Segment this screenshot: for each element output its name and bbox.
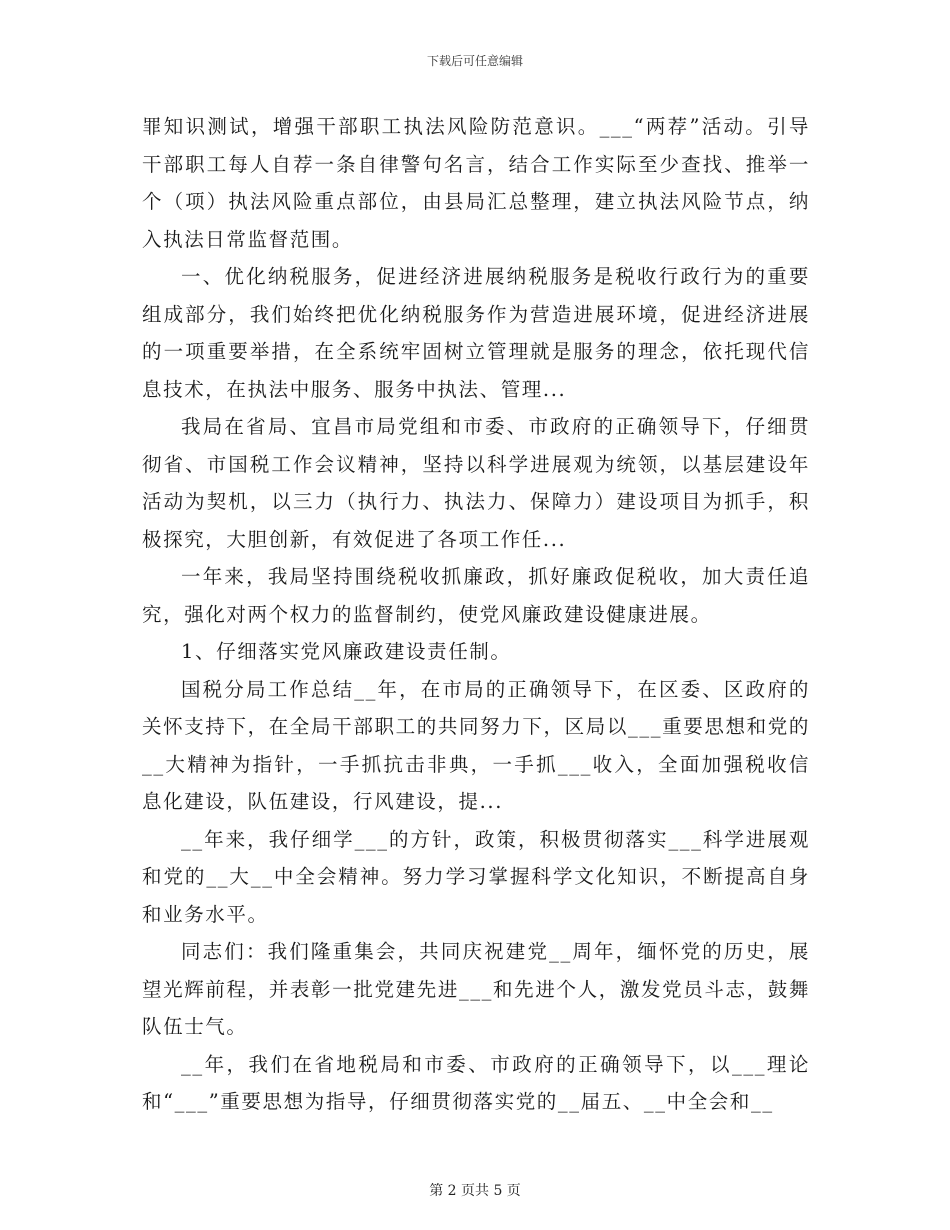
paragraph: 罪知识测试，增强干部职工执法风险防范意识。___“两荐”活动。引导干部职工每人自荐一条自律警句名言，结合工作实际至少查找、推举一个（项）执法风险重点部位，由县局汇总整理，建立执法风险节点，纳入执法日常监督范围。	[142, 115, 810, 251]
paragraph: 一年来，我局坚持围绕税收抓廉政，抓好廉政促税收，加大责任追究，强化对两个权力的监督制约，使党风廉政建设健康进展。	[142, 565, 810, 626]
paragraph: __年，我们在省地税局和市委、市政府的正确领导下，以___理论和“___”重要思想为指导，仔细贯彻落实党的__届五、__中全会和__	[142, 1052, 810, 1113]
paragraph: 1、仔细落实党风廉政建设责任制。	[181, 640, 512, 663]
paragraph: 我局在省局、宜昌市局党组和市委、市政府的正确领导下，仔细贯彻省、市国税工作会议精神，坚持以科学进展观为统领，以基层建设年活动为契机，以三力（执行力、执法力、保障力）建设项目为抓手，积极探究，大胆创新，有效促进了各项工作任...	[142, 415, 810, 551]
paragraph: 同志们：我们隆重集会，共同庆祝建党__周年，缅怀党的历史，展望光辉前程，并表彰一批党建先进___和先进个人，激发党员斗志，鼓舞队伍士气。	[142, 940, 810, 1038]
page-number: 第 2 页共 5 页	[429, 1183, 521, 1199]
document-body	[142, 108, 810, 1121]
paragraph: 国税分局工作总结__年，在市局的正确领导下，在区委、区政府的关怀支持下，在全局干部职工的共同努力下，区局以___重要思想和党的__大精神为指针，一手抓抗击非典，一手抓___收入，全面加强税收信息化建设，队伍建设，行风建设，提...	[142, 677, 810, 813]
paragraph: __年来，我仔细学___的方针，政策，积极贯彻落实___科学进展观和党的__大__中全会精神。努力学习掌握科学文化知识，不断提高自身和业务水平。	[142, 827, 810, 926]
page-header: 下载后可任意编辑	[426, 54, 523, 68]
paragraph: 一、优化纳税服务，促进经济进展纳税服务是税收行政行为的重要组成部分，我们始终把优化纳税服务作为营造进展环境，促进经济进展的一项重要举措，在全系统牢固树立管理就是服务的理念，依托现代信息技术，在执法中服务、服务中执法、管理...	[142, 265, 810, 401]
